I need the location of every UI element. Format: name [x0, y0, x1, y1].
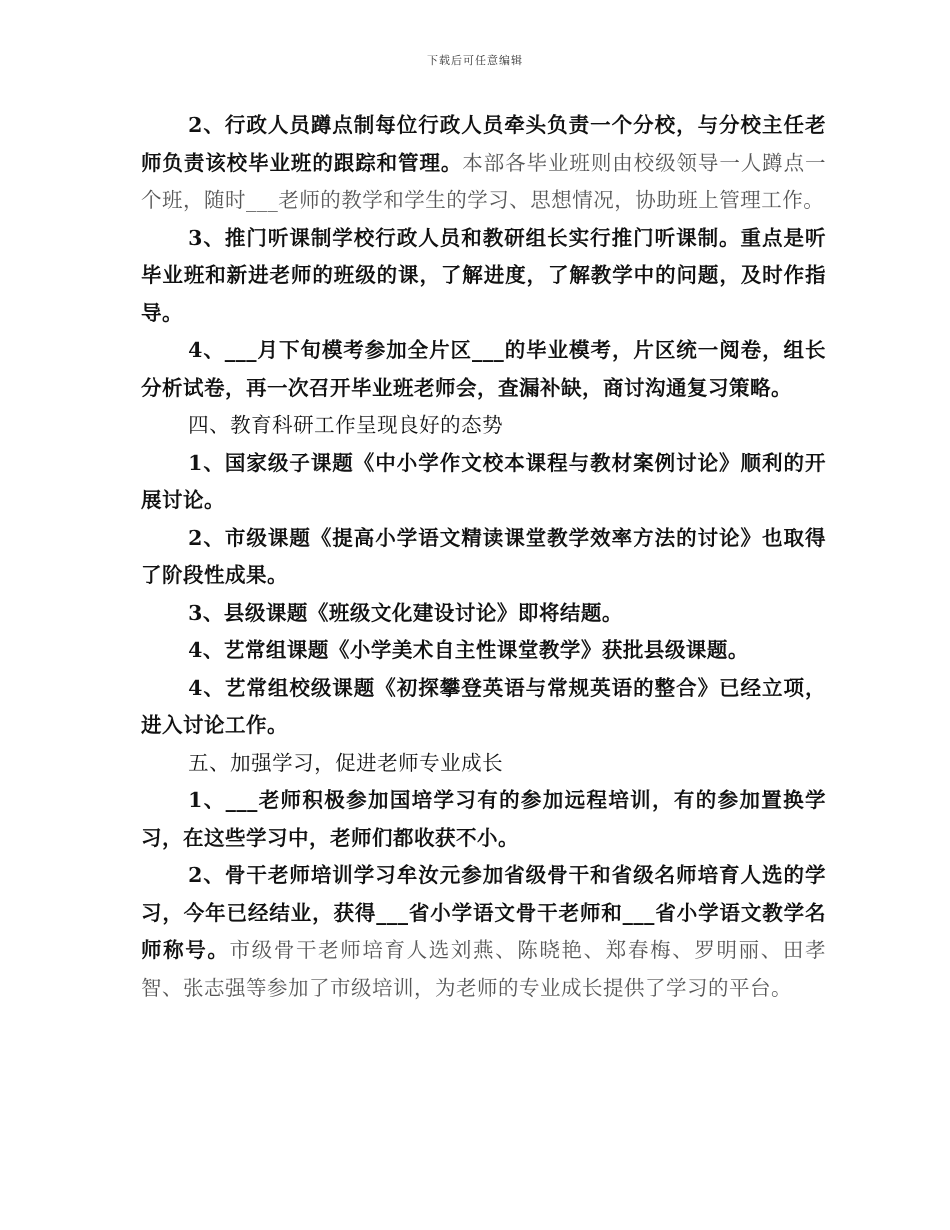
document-body [141, 107, 826, 1007]
research-item: 3、县级课题《班级文化建设讨论》即将结题。 [188, 600, 623, 625]
paragraph-mock-exam [141, 332, 826, 407]
paragraph-bold-text: 3、推门听课制学校行政人员和教研组长实行推门听课制。重点是听毕业班和新进老师的班级的课，了解进度，了解教学中的问题，及时作指导。 [141, 225, 826, 325]
paragraph-admin-station [141, 107, 826, 220]
learning-item [141, 782, 826, 857]
section-heading-learning: 五、加强学习，促进老师专业成长 [188, 750, 504, 775]
research-item: 4、艺常组课题《小学美术自主性课堂教学》获批县级课题。 [188, 638, 749, 662]
section-heading-research: 四、教育科研工作呈现良好的态势 [188, 413, 504, 437]
paragraph-light-text: 市级骨干老师培育人选刘燕、陈晓艳、郑春梅、罗明丽、田孝智、张志强等参加了市级培训，为老师的专业成长提供了学习的平台。 [141, 938, 827, 1000]
paragraph-light-text: 本部各毕业班则由校级领导一人蹲点一个班，随时___老师的教学和学生的学习、思想情况，协助班上管理工作。 [141, 150, 827, 212]
paragraph-bold-text: 1、___老师积极参加国培学习有的参加远程培训，有的参加置换学习，在这些学习中，老师们都收获不小。 [141, 788, 826, 850]
research-item: 2、市级课题《提高小学语文精读课堂教学效率方法的讨论》也取得了阶段性成果。 [141, 525, 826, 587]
paragraph-bold-text: 4、___月下旬模考参加全片区___的毕业模考，片区统一阅卷，组长分析试卷，再一次召开毕业班老师会，查漏补缺，商讨沟通复习策略。 [141, 338, 826, 400]
paragraph-push-door-lesson [141, 220, 826, 333]
research-item: 1、国家级子课题《中小学作文校本课程与教材案例讨论》顺利的开展讨论。 [141, 450, 826, 512]
page-header: 下载后可任意编辑 [427, 54, 523, 67]
paragraph-bold-text: 2、骨干老师培训学习牟汝元参加省级骨干和省级名师培育人选的学习，今年已经结业，获得___省小学语文骨干老师和___省小学语文教学名师称号。 [141, 863, 826, 962]
research-item: 4、艺常组校级课题《初探攀登英语与常规英语的整合》已经立项，进入讨论工作。 [141, 675, 826, 737]
learning-item [141, 857, 826, 1007]
paragraph-bold-text: 2、行政人员蹲点制每位行政人员牵头负责一个分校，与分校主任老师负责该校毕业班的跟踪和管理。 [141, 113, 826, 175]
